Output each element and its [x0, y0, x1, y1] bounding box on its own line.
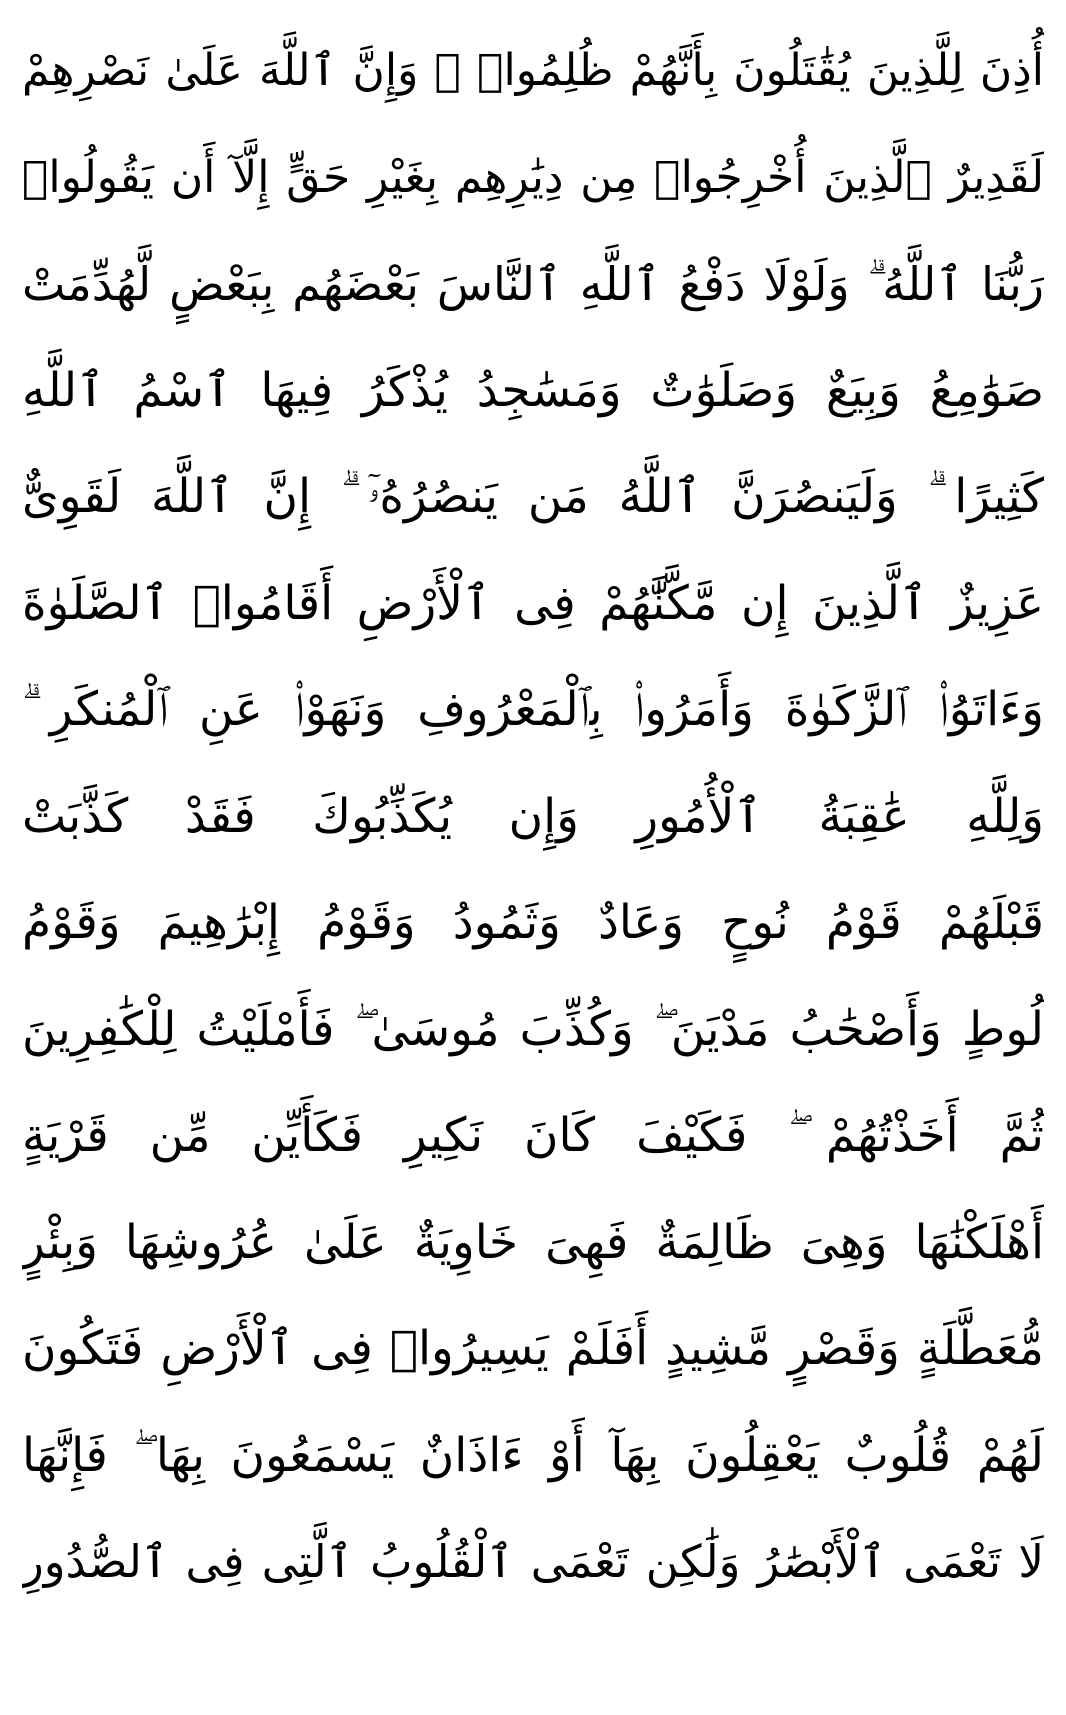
verse-line: لَا تَعْمَى ٱلْأَبْصَٰرُ وَلَٰكِن تَعْمَى ٱلْقُلُوبُ ٱلَّتِى فِى ٱلصُّدُورِ — [22, 1535, 1044, 1588]
verse-line: رَبُّنَا ٱللَّهُ ۗ وَلَوْلَا دَفْعُ ٱللَّهِ ٱلنَّاسَ بَعْضَهُم بِبَعْضٍ لَّهُدِّمَتْ — [22, 257, 1044, 311]
verse-line: ثُمَّ أَخَذْتُهُمْ ۖ فَكَيْفَ كَانَ نَكِيرِ فَكَأَيِّن مِّن قَرْيَةٍ — [22, 1108, 1044, 1163]
verse-line: لَقَدِيرٌ ٱلَّذِينَ أُخْرِجُوا۟ مِن دِيَٰرِهِم بِغَيْرِ حَقٍّ إِلَّآ أَن يَقُولُوا۟ — [22, 151, 1044, 203]
verse-line: قَبْلَهُمْ قَوْمُ نُوحٍ وَعَادٌ وَثَمُودُ وَقَوْمُ إِبْرَٰهِيمَ وَقَوْمُ — [22, 895, 1044, 950]
verse-line: وَلِلَّهِ عَٰقِبَةُ ٱلْأُمُورِ وَإِن يُكَذِّبُوكَ فَقَدْ كَذَّبَتْ — [22, 788, 1044, 844]
verse-line: لُوطٍ وَأَصْحَٰبُ مَدْيَنَ ۖ وَكُذِّبَ مُوسَىٰ ۖ فَأَمْلَيْتُ لِلْكَٰفِرِينَ — [22, 1001, 1044, 1057]
verse-line: وَءَاتَوُا۟ ٱلزَّكَوٰةَ وَأَمَرُوا۟ بِٱلْمَعْرُوفِ وَنَهَوْا۟ عَنِ ٱلْمُنكَرِ ۗ — [22, 682, 1044, 737]
verse-line: صَوَٰمِعُ وَبِيَعٌ وَصَلَوَٰتٌ وَمَسَٰجِدُ يُذْكَرُ فِيهَا ٱسْمُ ٱللَّهِ — [22, 362, 1044, 418]
verse-line: أُذِنَ لِلَّذِينَ يُقَٰتَلُونَ بِأَنَّهُمْ ظُلِمُوا۟ ۚ وَإِنَّ ٱللَّهَ عَلَىٰ نَصْرِهِمْ — [22, 45, 1044, 96]
verse-line: أَهْلَكْنَٰهَا وَهِىَ ظَالِمَةٌ فَهِىَ خَاوِيَةٌ عَلَىٰ عُرُوشِهَا وَبِئْرٍ — [22, 1214, 1044, 1270]
verse-line: عَزِيزٌ ٱلَّذِينَ إِن مَّكَّنَّٰهُمْ فِى ٱلْأَرْضِ أَقَامُوا۟ ٱلصَّلَوٰةَ — [22, 575, 1044, 631]
verse-line: كَثِيرًا ۗ وَلَيَنصُرَنَّ ٱللَّهُ مَن يَنصُرُهُۥٓ ۗ إِنَّ ٱللَّهَ لَقَوِىٌّ — [22, 469, 1044, 524]
verse-line: مُّعَطَّلَةٍ وَقَصْرٍ مَّشِيدٍ أَفَلَمْ يَسِيرُوا۟ فِى ٱلْأَرْضِ فَتَكُونَ — [22, 1321, 1044, 1376]
verse-line: لَهُمْ قُلُوبٌ يَعْقِلُونَ بِهَآ أَوْ ءَاذَانٌ يَسْمَعُونَ بِهَا ۖ فَإِنَّهَا — [22, 1427, 1044, 1483]
verse-lines — [22, 18, 1044, 1616]
